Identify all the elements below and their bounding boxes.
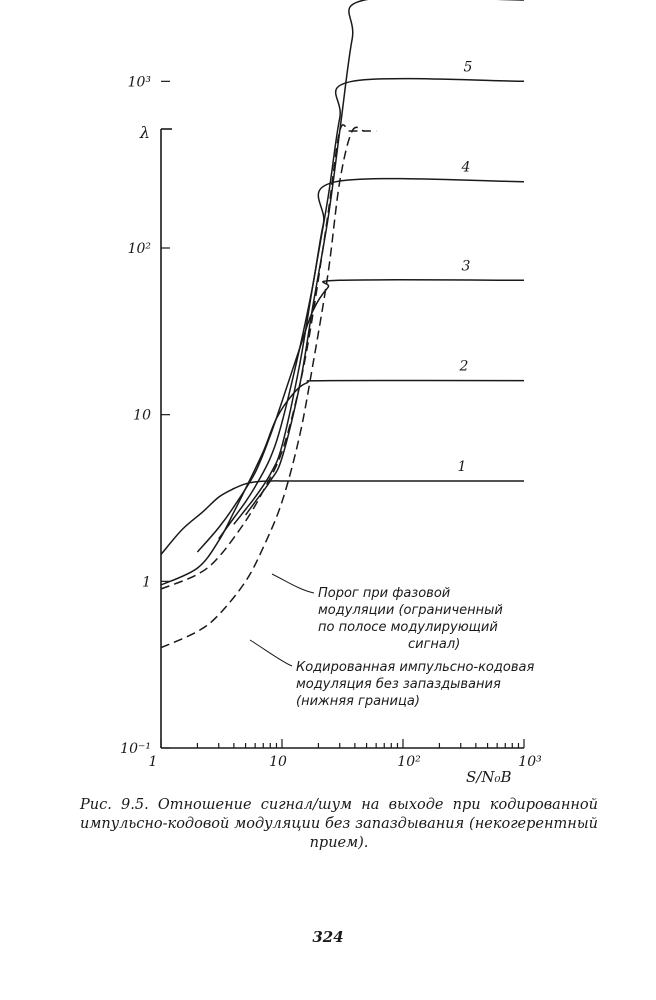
- annotation-line: модуляции (ограниченный: [318, 603, 503, 618]
- x-tick-label: 10: [269, 754, 287, 770]
- series-label-2: 2: [459, 358, 469, 375]
- series-line-6: [246, 0, 524, 515]
- series-label-5: 5: [463, 59, 473, 76]
- figure-caption: Рис. 9.5. Отношение сигнал/шум на выходе при кодированной импульсно-кодовой модуляции без запаздывания (некогерентный прием).: [80, 797, 598, 851]
- y-tick-label: 10⁻¹: [120, 741, 151, 757]
- bound-line-phase-threshold: [161, 125, 364, 589]
- y-tick-label: 1: [142, 574, 151, 591]
- annotation-line: Порог при фазовой: [318, 586, 451, 601]
- y-tick-label: 10³: [127, 74, 151, 91]
- series-labels: [443, 0, 481, 475]
- annotation-line: (нижняя граница): [296, 694, 420, 709]
- series-line-1: [161, 481, 524, 554]
- bound-line-lower-bound: [161, 127, 376, 647]
- series-group: [161, 0, 524, 585]
- axes: [161, 129, 524, 748]
- x-axis-label: S/N₀B: [466, 768, 512, 786]
- annotation-line: сигнал): [408, 637, 461, 652]
- series-label-1: 1: [457, 458, 467, 475]
- annotation-lower-bound: [250, 640, 534, 709]
- series-line-2: [161, 380, 524, 585]
- annotation-line: модуляция без запаздывания: [296, 677, 501, 692]
- series-label-4: 4: [461, 159, 471, 176]
- bounds-group: [161, 125, 376, 648]
- leader-line: [272, 574, 314, 593]
- leader-line: [250, 640, 292, 666]
- series-label-3: 3: [461, 258, 471, 275]
- page-number: 324: [312, 928, 344, 946]
- x-tick-label: 10²: [397, 754, 421, 770]
- x-tick-label: 10³: [518, 754, 542, 770]
- annotation-phase-threshold: [272, 574, 503, 652]
- series-line-5: [234, 79, 524, 525]
- annotation-line: по полосе модулирующий: [318, 620, 498, 635]
- series-line-3: [197, 280, 524, 552]
- x-tick-label: 1: [148, 754, 158, 770]
- y-axis-label: λ: [139, 123, 150, 142]
- y-tick-label: 10²: [127, 241, 151, 257]
- annotation-line: Кодированная импульсно-кодовая: [296, 660, 535, 675]
- y-tick-label: 10: [133, 407, 151, 424]
